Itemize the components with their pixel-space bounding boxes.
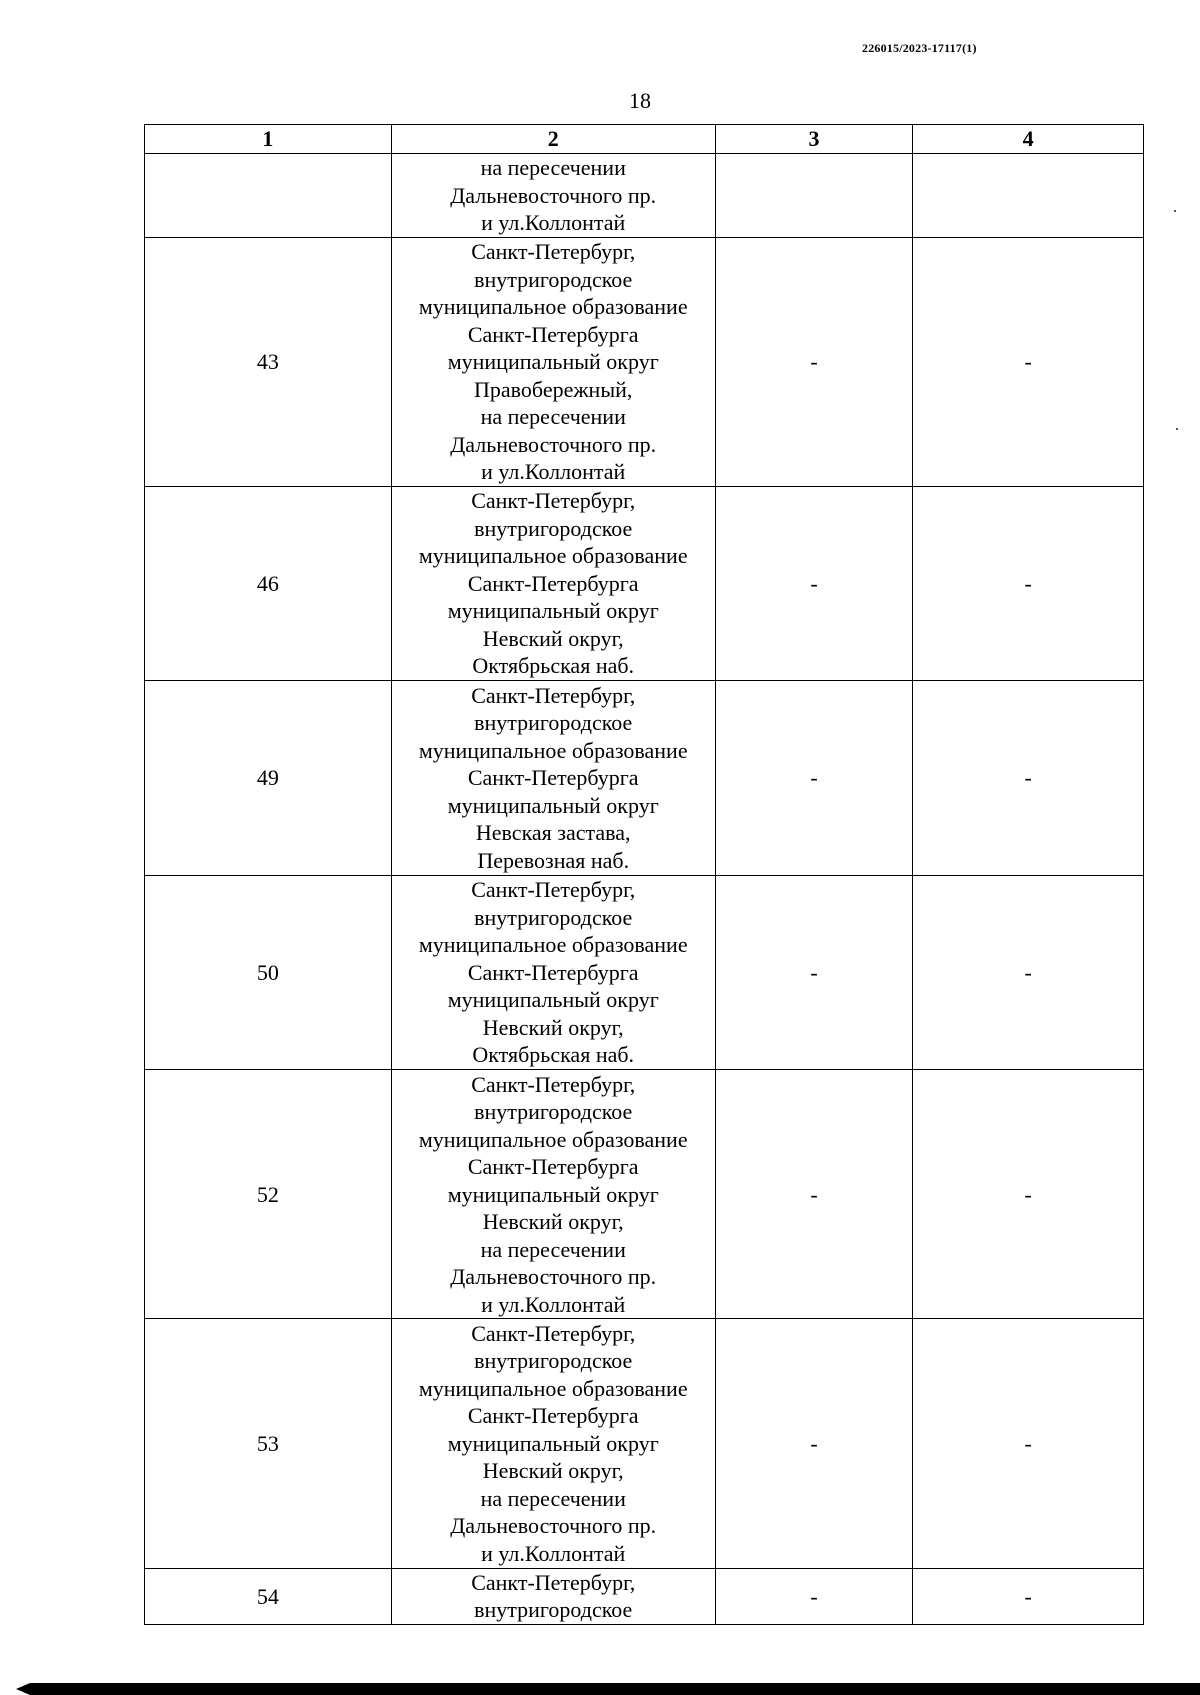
row-number-cell bbox=[145, 154, 392, 238]
column-header-1: 1 bbox=[145, 125, 392, 154]
table-row bbox=[145, 154, 1144, 238]
table-row bbox=[145, 1568, 1144, 1624]
address-cell bbox=[391, 154, 715, 238]
table-row bbox=[145, 1070, 1144, 1319]
column-header-3: 3 bbox=[715, 125, 913, 154]
column-3-cell: - bbox=[715, 1568, 913, 1624]
column-3-cell bbox=[715, 154, 913, 238]
column-4-cell: - bbox=[913, 681, 1144, 875]
document-number: 226015/2023-17117(1) bbox=[862, 41, 977, 55]
scan-speck bbox=[1174, 210, 1176, 212]
arrow-left-icon bbox=[16, 1683, 30, 1695]
column-header-4: 4 bbox=[913, 125, 1144, 154]
column-4-cell: - bbox=[913, 237, 1144, 486]
address-text: Санкт-Петербург, внутригородское муниципальное образование Санкт-Петербурга муниципальный округ Невский округ, на пересечении Дальневосточного пр. и ул.Коллонтай bbox=[418, 1320, 688, 1566]
column-3-cell: - bbox=[715, 681, 913, 875]
table-row bbox=[145, 875, 1144, 1069]
column-header-2: 2 bbox=[391, 125, 715, 154]
row-number-cell: 43 bbox=[145, 237, 392, 486]
table-row bbox=[145, 1319, 1144, 1568]
scan-speck bbox=[1176, 428, 1178, 430]
address-text: Санкт-Петербург, внутригородское муниципальное образование Санкт-Петербурга муниципальный округ Невский округ, на пересечении Дальневосточного пр. и ул.Коллонтай bbox=[418, 1071, 688, 1317]
address-text: Санкт-Петербург, внутригородское муниципальное образование Санкт-Петербурга муниципальный округ Невский округ, Октябрьская наб. bbox=[418, 488, 688, 679]
address-cell bbox=[391, 875, 715, 1069]
table-row bbox=[145, 487, 1144, 681]
table-row bbox=[145, 237, 1144, 486]
address-cell bbox=[391, 1568, 715, 1624]
address-text: Санкт-Петербург, внутригородское муниципальное образование Санкт-Петербурга муниципальный округ Правобережный, на пересечении Дальневосточного пр. и ул.Коллонтай bbox=[418, 239, 688, 485]
column-3-cell: - bbox=[715, 875, 913, 1069]
column-3-cell: - bbox=[715, 1070, 913, 1319]
column-4-cell: - bbox=[913, 1070, 1144, 1319]
address-cell bbox=[391, 237, 715, 486]
column-3-cell: - bbox=[715, 237, 913, 486]
column-4-cell bbox=[913, 154, 1144, 238]
address-cell bbox=[391, 681, 715, 875]
row-number-cell: 52 bbox=[145, 1070, 392, 1319]
address-cell bbox=[391, 487, 715, 681]
page-number: 18 bbox=[629, 88, 651, 113]
column-4-cell: - bbox=[913, 1319, 1144, 1568]
data-table bbox=[144, 124, 1144, 1625]
row-number-cell: 46 bbox=[145, 487, 392, 681]
address-text: на пересечении Дальневосточного пр. и ул.Коллонтай bbox=[450, 155, 657, 236]
row-number-cell: 53 bbox=[145, 1319, 392, 1568]
column-3-cell: - bbox=[715, 487, 913, 681]
address-text: Санкт-Петербург, внутригородское муниципальное образование Санкт-Петербурга муниципальный округ Невский округ, Октябрьская наб. bbox=[418, 877, 688, 1068]
column-3-cell: - bbox=[715, 1319, 913, 1568]
address-cell bbox=[391, 1319, 715, 1568]
row-number-cell: 50 bbox=[145, 875, 392, 1069]
column-4-cell: - bbox=[913, 875, 1144, 1069]
table-header-row bbox=[145, 125, 1144, 154]
address-cell bbox=[391, 1070, 715, 1319]
address-text: Санкт-Петербург, внутригородское bbox=[471, 1569, 636, 1623]
column-4-cell: - bbox=[913, 1568, 1144, 1624]
bottom-scan-border bbox=[30, 1683, 1200, 1695]
row-number-cell: 54 bbox=[145, 1568, 392, 1624]
column-4-cell: - bbox=[913, 487, 1144, 681]
table-row bbox=[145, 681, 1144, 875]
row-number-cell: 49 bbox=[145, 681, 392, 875]
address-text: Санкт-Петербург, внутригородское муниципальное образование Санкт-Петербурга муниципальный округ Невская застава, Перевозная наб. bbox=[418, 682, 688, 873]
